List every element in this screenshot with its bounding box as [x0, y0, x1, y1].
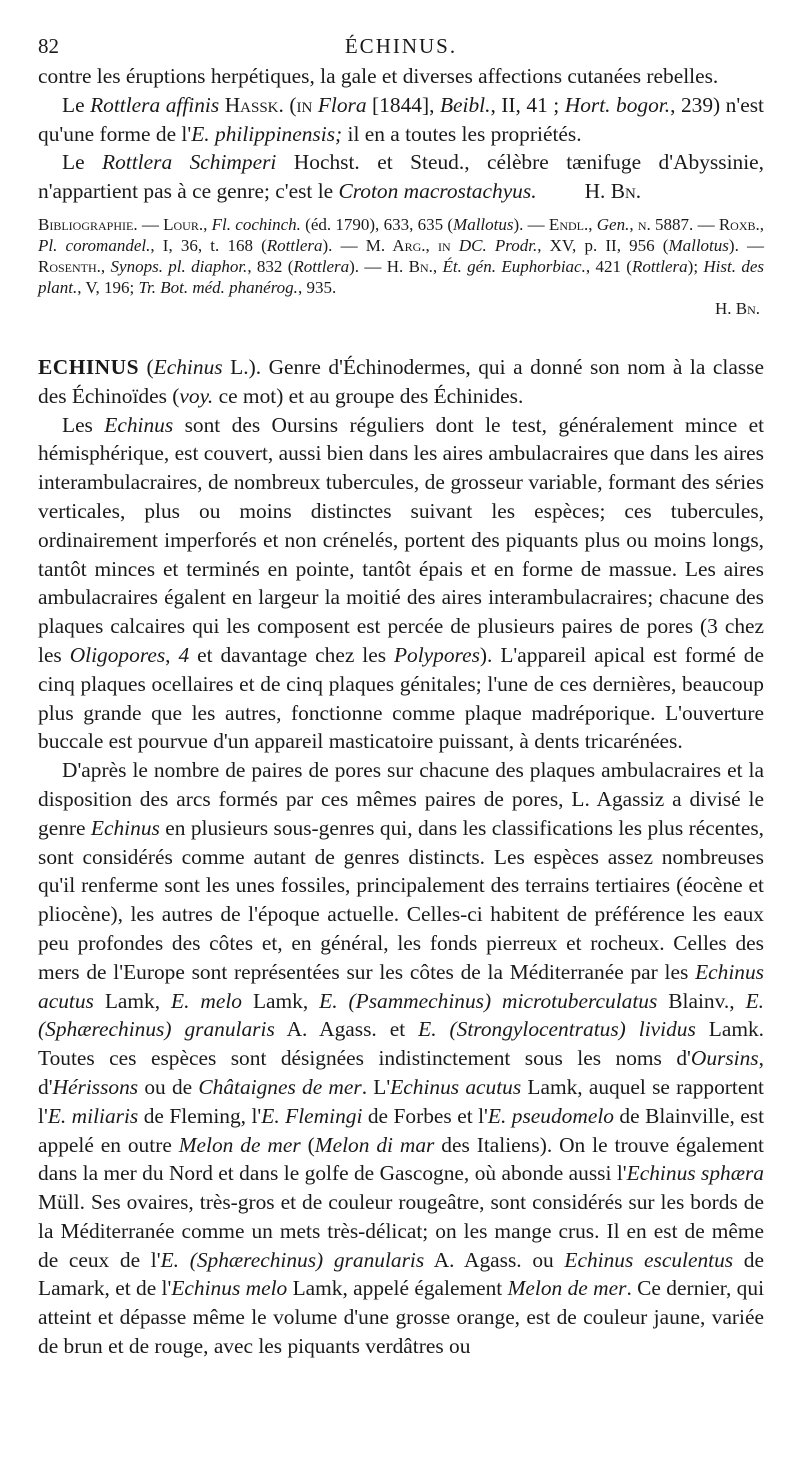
- text-run: ). — M. Arg., in: [322, 235, 459, 255]
- taxon-name: Echinus esculentus: [564, 1247, 734, 1272]
- taxon-name: E. pseudomelo: [487, 1103, 614, 1128]
- text-run: de Forbes et l': [362, 1103, 488, 1128]
- text-run: D'après le nombre de paires de pores sur chacune des plaques ambulacraires et la disposition des arcs formés par ces mêmes paires de pores, L. Agassiz a divisé le genre: [38, 758, 764, 840]
- text-run: . L': [361, 1074, 391, 1099]
- text-run: Lamk. Toutes ces espèces sont désignées indistinctement sous les noms d': [38, 1017, 765, 1071]
- text-run: , XV, p. II, 956 (: [537, 235, 669, 255]
- text-run: ). — Endl.,: [513, 214, 597, 234]
- common-name: Melon de mer: [178, 1132, 301, 1157]
- taxon-name: Echinus melo: [171, 1276, 288, 1301]
- text-run: de Lamark, et de l': [38, 1247, 764, 1301]
- ref-title: Tr. Bot. méd. phanérog.: [138, 277, 298, 297]
- text-run: voy.: [179, 383, 214, 408]
- taxon-name: E. melo: [171, 988, 242, 1013]
- taxon-name: Echinus acutus: [38, 959, 764, 1013]
- ref-title: Ét. gén. Euphorbiac.: [442, 256, 586, 276]
- taxon-name: E. (Sphærechinus) granularis: [38, 988, 765, 1042]
- ref-title: Fl. cochinch.: [211, 214, 301, 234]
- taxon-name: Rottlera affinis: [90, 92, 220, 117]
- text-run: L.). Genre d'Échinodermes, qui a donné son nom à la classe des Échinoïdes (: [38, 354, 764, 408]
- text-run: de Fleming, l': [138, 1103, 262, 1128]
- text-run: Lamk,: [93, 988, 172, 1013]
- taxon-name: Oligopores: [69, 642, 166, 667]
- echinus-description-paragraph: [38, 411, 764, 757]
- journal-title: Hort. bogor.: [564, 92, 671, 117]
- text-run: . Ce dernier, qui atteint et dépasse même le volume d'une grosse orange, est de couleur jaune, variée de brun et de rouge, avec les piquants verdâtres ou: [38, 1276, 765, 1359]
- running-header: [38, 28, 764, 62]
- taxon-name: Echinus: [104, 412, 174, 437]
- rottlera-schimperi-paragraph: [38, 148, 764, 206]
- text-run: ). — H. Bn.,: [349, 256, 443, 276]
- taxon-name: E. (Sphærechinus) granularis: [160, 1247, 425, 1272]
- common-name: Melon de mer: [507, 1276, 627, 1301]
- article-title: ECHINUS: [38, 354, 139, 379]
- text-run: , 935.: [297, 277, 337, 297]
- text-run: , 239) n'est qu'une forme de l': [38, 92, 764, 146]
- taxon-name: E. (Strongylocentratus) lividus: [418, 1017, 696, 1042]
- text-run: A. Agass. ou: [424, 1247, 565, 1272]
- bibliography-signature: H. Bn.: [714, 298, 760, 318]
- rottlera-affinis-paragraph: [38, 91, 764, 149]
- text-run: Le: [62, 92, 91, 117]
- text-run: ,: [165, 642, 179, 667]
- echinus-species-paragraph: [38, 756, 764, 1361]
- text-run: en plusieurs sous-genres qui, dans les classifications les plus récentes, sont considérés comme autant de genres distincts. Les espèces assez nombreuses qu'il renferme sont les unes fossiles, principalement des terrains tertiaires (éocène et pliocène), les autres de l'époque actuelle. Celles-ci habitent de préférence les eaux peu profondes des côtes et, en général, les fonds pierreux et rocheux. Celles des mers de l'Europe sont représentées sur les côtes de la Méditerranée par les: [38, 815, 764, 984]
- taxon-name: E. miliaris: [47, 1103, 139, 1128]
- taxon-name: Echinus: [153, 354, 223, 379]
- text-run: (éd. 1790), 633, 635 (: [300, 214, 454, 234]
- text-run: ). — Rosenth.,: [38, 235, 764, 276]
- taxon-name: Rottlera: [293, 256, 350, 276]
- text-run: , I, 36, t. 168 (: [150, 235, 267, 255]
- text-run: , 421 (: [585, 256, 632, 276]
- taxon-name: Croton macrostachyus.: [338, 179, 537, 204]
- common-name: Melon di mar: [314, 1132, 435, 1157]
- text-run: Müll. Ses ovaires, très-gros et de couleur rougeâtre, sont considérés sur les bords de la Méditerranée comme un mets très-délicat; on les mange crus. Il en est de même de ceux de l': [38, 1190, 764, 1272]
- echinus-article: [38, 353, 764, 1361]
- text-run: , n. 5887. — Roxb.,: [629, 214, 765, 234]
- text-run: — Lour.,: [137, 214, 212, 234]
- text-run: Lamk, auquel se rapportent l': [38, 1074, 765, 1128]
- text-run: sont des Oursins réguliers dont le test, généralement mince et hémisphérique, est couvert, aussi bien dans les aires ambulacraires que dans les aires interambulacraires, de nombreux tubercules, de grosseur variable, formant des séries verticales, plus ou moins distinctes suivant les espèces; ces tubercules, ordinairement imperforés et non crénelés, portent des piquants plus ou moins longs, tantôt minces et terminés en pointe, tantôt épais et en forme de massue. Les aires ambulacraires égalent en largeur la moitié des aires interambulacraires; chacune des plaques calcaires qui les composent est percée de plusieurs paires de pores (3 chez les: [38, 412, 765, 667]
- text-run: Lamk, appelé également: [287, 1276, 508, 1301]
- taxon-name: E. (Psammechinus) microtuberculatus: [319, 988, 658, 1013]
- text-run: de Blainville, est appelé en outre: [38, 1103, 765, 1157]
- bibliography: [38, 214, 764, 319]
- text-run: [1844],: [366, 92, 440, 117]
- text-run: Hassk. (in: [219, 92, 318, 117]
- text-run: Hochst. et Steud., célèbre tænifuge d'Abyssinie, n'appartient pas à ce genre; c'est le: [38, 150, 764, 204]
- text-run: );: [687, 256, 704, 276]
- running-title: ÉCHINUS.: [344, 34, 458, 58]
- rottlera-paragraph-end: contre les éruptions herpétiques, la gale et diverses affections cutanées rebelles.: [38, 64, 719, 88]
- text-run: , V, 196;: [77, 277, 139, 297]
- text-run: il en a toutes les propriétés.: [342, 121, 582, 146]
- common-name: Oursins: [690, 1046, 759, 1071]
- text-run: ou de: [138, 1074, 199, 1099]
- taxon-name: Mallotus: [453, 214, 514, 234]
- taxon-name: Rottlera: [266, 235, 323, 255]
- ref-title: Synops. pl. diaphor.: [110, 256, 248, 276]
- ref-title: DC. Prodr.: [458, 235, 538, 255]
- text-run: A. Agass. et: [274, 1017, 419, 1042]
- taxon-name: Echinus sphæra: [626, 1161, 764, 1186]
- text-run: , II, 41 ;: [490, 92, 565, 117]
- journal-title: Flora: [317, 92, 367, 117]
- text-run: Les: [62, 412, 105, 437]
- bibliography-label: Bibliographie.: [38, 214, 138, 234]
- common-name: Châtaignes de mer: [198, 1074, 362, 1099]
- taxon-name: E. philippinensis;: [191, 121, 343, 146]
- taxon-name: Echinus: [90, 815, 160, 840]
- text-run: Le: [62, 150, 103, 175]
- text-run: (: [300, 1132, 315, 1157]
- text-run: des Italiens). On le trouve également dans la mer du Nord et dans le golfe de Gascogne, où abonde aussi l': [38, 1132, 764, 1186]
- taxon-name: Rottlera: [631, 256, 688, 276]
- taxon-name: Rottlera Schimperi: [102, 150, 277, 175]
- text-run: 4: [178, 642, 190, 667]
- text-run: , d': [38, 1046, 764, 1099]
- journal-title: Beibl.: [439, 92, 491, 117]
- author-signature: H. Bn.: [584, 179, 642, 204]
- text-run: Blainv.,: [657, 988, 746, 1013]
- rottlera-section: [38, 62, 764, 319]
- taxon-name: Echinus acutus: [390, 1074, 522, 1099]
- text-run: , 832 (: [247, 256, 294, 276]
- text-run: Lamk,: [241, 988, 320, 1013]
- text-run: et davantage chez les: [189, 642, 394, 667]
- taxon-name: Mallotus: [668, 235, 729, 255]
- ref-title: Hist. des plant.: [38, 256, 765, 297]
- text-run: ce mot) et au groupe des Échinides.: [213, 383, 524, 408]
- taxon-name: Polypores: [393, 642, 480, 667]
- common-name: Hérissons: [52, 1074, 139, 1099]
- ref-title: Gen.: [596, 214, 630, 234]
- taxon-name: E. Flemingi: [261, 1103, 363, 1128]
- echinus-intro-paragraph: ECHINUS (Echinus L.). Genre d'Échinodermes, qui a donné son nom à la classe des Échinoïdes (voy. ce mot) et au groupe des Échinides.: [38, 354, 764, 408]
- ref-title: Pl. coromandel.: [38, 235, 151, 255]
- text-run: ). L'appareil apical est formé de cinq plaques ocellaires et de cinq plaques génitales; l'une de ces dernières, beaucoup plus grande que les autres, fonctionne comme plaque madréporique. L'ouverture buccale est pourvue d'un appareil masticatoire puissant, à dents tricarénées.: [38, 642, 764, 754]
- page-number: 82: [38, 34, 59, 58]
